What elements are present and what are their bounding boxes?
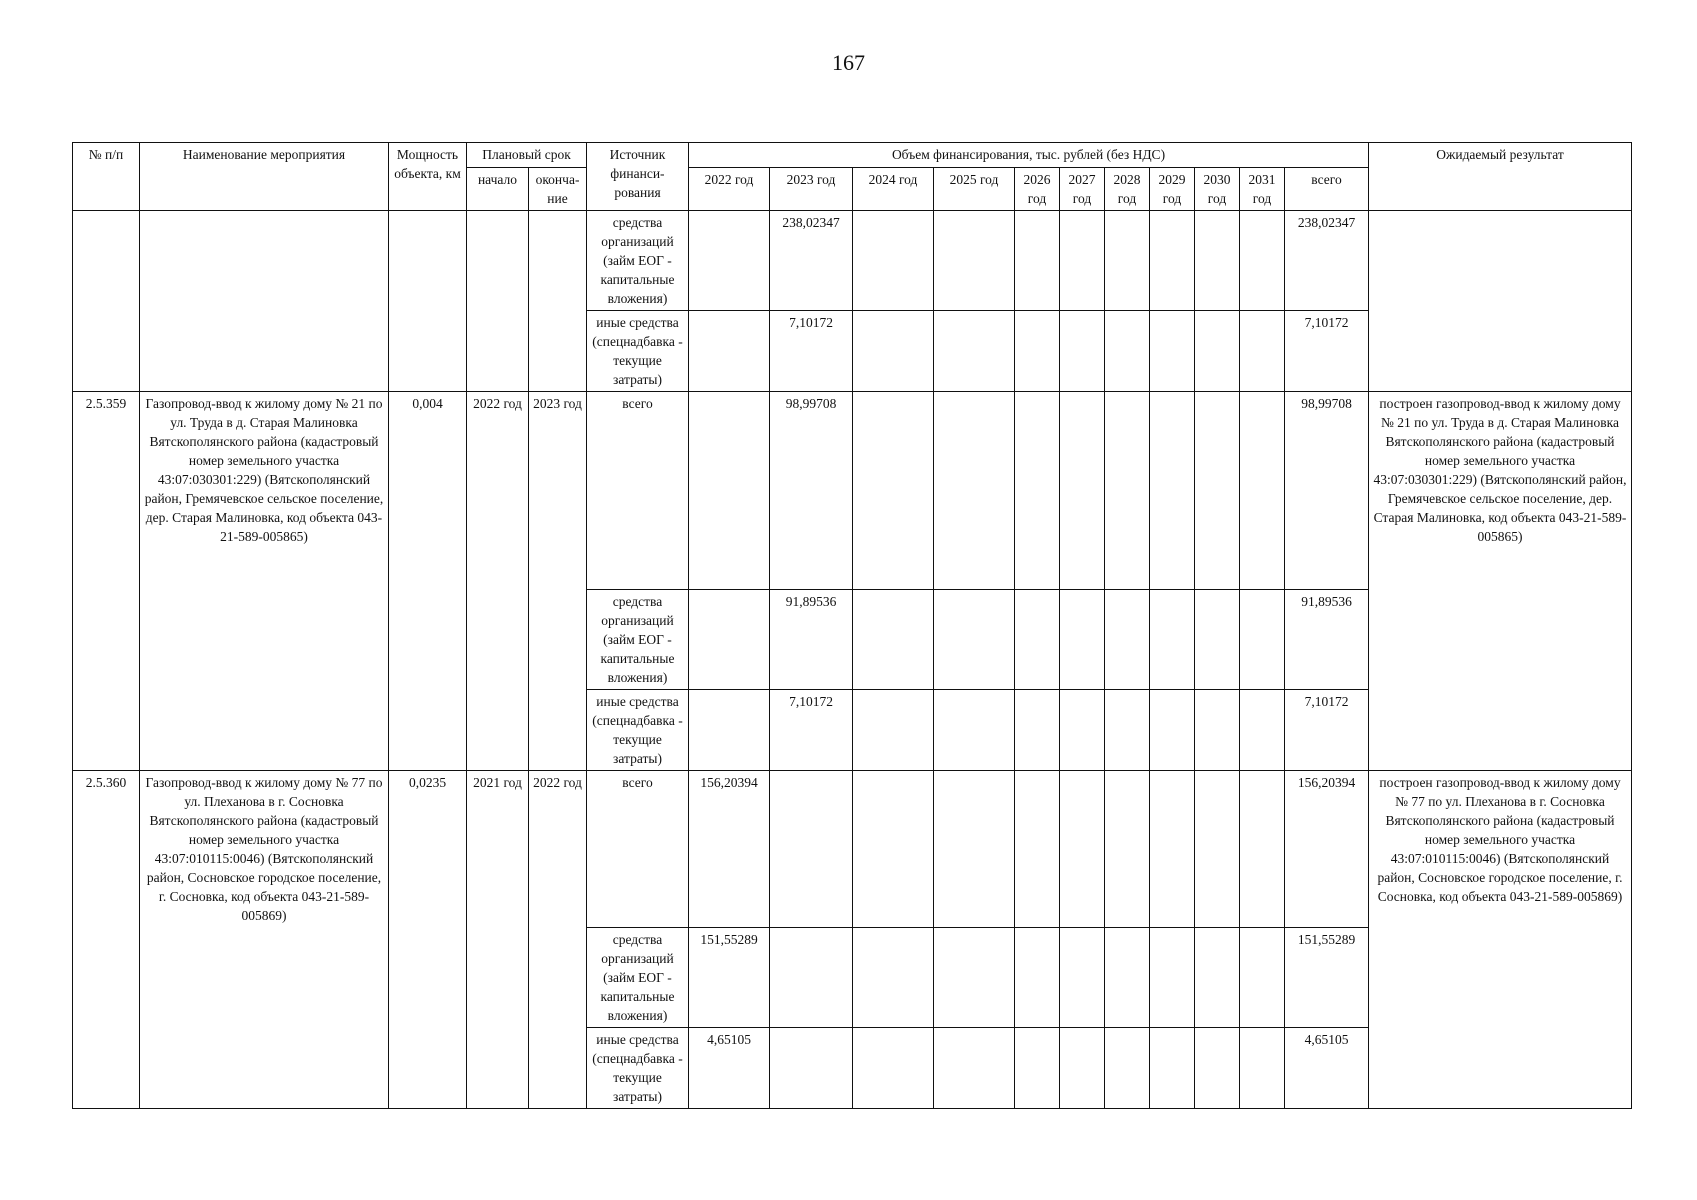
cell-value: 238,02347 [770, 211, 853, 311]
source-org: средства организаций (займ ЕОГ - капитальные вложения) [587, 211, 689, 311]
table-row [73, 211, 1632, 311]
table-row [73, 392, 1632, 590]
header-year: 2026 год [1015, 168, 1060, 211]
row-name: Газопровод-ввод к жилому дому № 77 по ул. Плеханова в г. Сосновка Вятскополянского района (кадастровый номер земельного участка 43:07:010115:0046) (Вятскополянский район, Сосновское городское поселение, г. Сосновка, код объекта 043-21-589-005869) [140, 771, 389, 1109]
header-year: 2028 год [1105, 168, 1150, 211]
cell-value: 7,10172 [770, 690, 853, 771]
cell-value: 98,99708 [770, 392, 853, 590]
cell-total: 238,02347 [1285, 211, 1369, 311]
header-year: 2031 год [1240, 168, 1285, 211]
cell-value: 156,20394 [689, 771, 770, 928]
cell-total: 7,10172 [1285, 690, 1369, 771]
header-year: 2027 год [1060, 168, 1105, 211]
source-total: всего [587, 392, 689, 590]
source-total: всего [587, 771, 689, 928]
header-year: 2025 год [934, 168, 1015, 211]
header-capacity: Мощность объекта, км [389, 143, 467, 211]
cell-total: 7,10172 [1285, 311, 1369, 392]
row-num: 2.5.360 [73, 771, 140, 1109]
cell-total: 4,65105 [1285, 1028, 1369, 1109]
header-year: 2022 год [689, 168, 770, 211]
cell-value: 151,55289 [689, 928, 770, 1028]
row-capacity: 0,0235 [389, 771, 467, 1109]
source-org: средства организаций (займ ЕОГ - капитальные вложения) [587, 590, 689, 690]
cell-value: 91,89536 [770, 590, 853, 690]
header-funding: Объем финансирования, тыс. рублей (без НДС) [689, 143, 1369, 168]
header-year: 2030 год [1195, 168, 1240, 211]
row-capacity: 0,004 [389, 392, 467, 771]
row-start: 2021 год [467, 771, 529, 1109]
row-end: 2022 год [529, 771, 587, 1109]
cell-total: 156,20394 [1285, 771, 1369, 928]
page-number: 167 [832, 50, 865, 75]
cell-total: 151,55289 [1285, 928, 1369, 1028]
header-year: 2024 год [853, 168, 934, 211]
header-term: Плановый срок [467, 143, 587, 168]
cell-value: 4,65105 [689, 1028, 770, 1109]
cell-total: 98,99708 [1285, 392, 1369, 590]
row-end: 2023 год [529, 392, 587, 771]
row-result: построен газопровод-ввод к жилому дому № 77 по ул. Плеханова в г. Сосновка Вятскополянского района (кадастровый номер земельного участка 43:07:010115:0046) (Вятскополянский район, Сосновское городское поселение, г. Сосновка, код объекта 043-21-589-005869) [1369, 771, 1632, 1109]
source-other: иные средства (спецнадбавка - текущие затраты) [587, 690, 689, 771]
header-name: Наименование мероприятия [140, 143, 389, 211]
header-end: оконча-ние [529, 168, 587, 211]
header-year: 2023 год [770, 168, 853, 211]
header-start: начало [467, 168, 529, 211]
header-year: 2029 год [1150, 168, 1195, 211]
row-start: 2022 год [467, 392, 529, 771]
cell-total: 91,89536 [1285, 590, 1369, 690]
source-other: иные средства (спецнадбавка - текущие затраты) [587, 1028, 689, 1109]
header-total: всего [1285, 168, 1369, 211]
row-name: Газопровод-ввод к жилому дому № 21 по ул. Труда в д. Старая Малиновка Вятскополянского района (кадастровый номер земельного участка 43:07:030301:229) (Вятскополянский район, Гремячевское сельское поселение, дер. Старая Малиновка, код объекта 043-21-589-005865) [140, 392, 389, 771]
cell-value: 7,10172 [770, 311, 853, 392]
table-row [73, 771, 1632, 928]
header-result: Ожидаемый результат [1369, 143, 1632, 211]
source-org: средства организаций (займ ЕОГ - капитальные вложения) [587, 928, 689, 1028]
header-source: Источник финанси-рования [587, 143, 689, 211]
row-num: 2.5.359 [73, 392, 140, 771]
source-other: иные средства (спецнадбавка - текущие затраты) [587, 311, 689, 392]
header-num: № п/п [73, 143, 140, 211]
row-result: построен газопровод-ввод к жилому дому № 21 по ул. Труда в д. Старая Малиновка Вятскополянского района (кадастровый номер земельного участка 43:07:030301:229) (Вятскополянский район, Гремячевское сельское поселение, дер. Старая Малиновка, код объекта 043-21-589-005865) [1369, 392, 1632, 771]
funding-table [72, 142, 1632, 1109]
